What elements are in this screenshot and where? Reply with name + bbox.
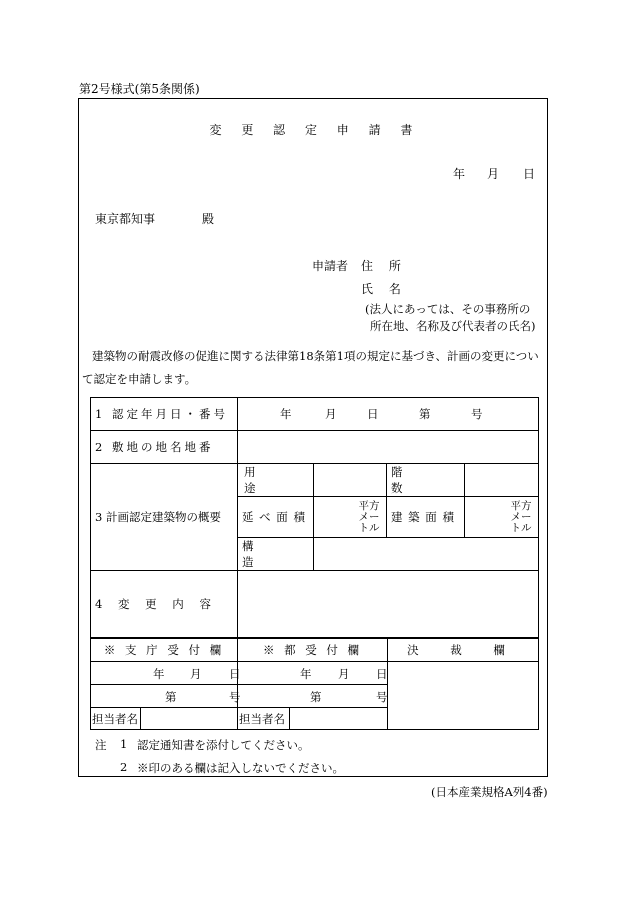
address-label: 住 所 [361, 259, 407, 273]
branch-reception-header: ※ 支 庁 受 付 欄 [91, 639, 238, 662]
row-change-details [91, 571, 539, 638]
metro-year-label: 年 [300, 667, 312, 681]
reception-table [90, 638, 539, 730]
branch-staff-label: 担当者名 [91, 708, 141, 730]
date-year-label: 年 [453, 167, 466, 181]
name-label: 氏 名 [361, 282, 407, 296]
metro-month-label: 月 [338, 667, 350, 681]
note-2-number: 2 [120, 760, 128, 774]
cert-go-label: 号 [471, 407, 483, 421]
total-area-field[interactable] [314, 497, 387, 538]
metro-reception-header: ※ 都 受 付 欄 [238, 639, 388, 662]
cert-year-label: 年 [280, 407, 292, 421]
notes-label: 注 [95, 738, 107, 752]
cert-date-number-label: 1 認定年月日・番号 [91, 398, 238, 431]
row-site-address [91, 431, 539, 464]
body-text-line1: 建築物の耐震改修の促進に関する法律第18条第1項の規定に基づき、計画の変更につい [92, 349, 539, 363]
floors-field[interactable] [465, 464, 539, 497]
cert-date-number-field[interactable] [238, 398, 539, 431]
branch-go-label: 号 [229, 690, 241, 704]
metro-number-field[interactable] [238, 685, 388, 708]
use-label-cell [238, 464, 314, 497]
metro-staff-field[interactable] [290, 708, 388, 730]
body-text-line2: て認定を申請します。 [82, 372, 197, 386]
metro-dai-label: 第 [310, 690, 322, 704]
cert-dai-label: 第 [419, 407, 431, 421]
metro-staff-label: 担当者名 [238, 708, 290, 730]
addressee-name: 東京都知事 [95, 212, 156, 226]
use-field[interactable] [314, 464, 387, 497]
applicant-note-line1: (法人にあっては、その事務所の [365, 302, 531, 316]
site-address-field[interactable] [238, 431, 539, 464]
date-month-label: 月 [487, 167, 500, 181]
branch-dai-label: 第 [165, 690, 177, 704]
applicant-label: 申請者 [312, 259, 349, 273]
site-address-label: 2 敷地の地名地番 [91, 431, 238, 464]
branch-date-field[interactable] [91, 662, 241, 685]
reception-date-row [91, 662, 539, 685]
total-area-label: 延 べ 面 積 [242, 510, 306, 524]
branch-day-label: 日 [229, 667, 241, 681]
change-details-field[interactable] [238, 571, 539, 638]
structure-label-cell [238, 538, 314, 571]
applicant-note-line2: 所在地、名称及び代表者の氏名) [370, 319, 536, 333]
building-area-unit: 平方メートル [510, 499, 532, 534]
building-overview-label: 3 計画認定建築物の概要 [91, 464, 238, 571]
note-2-text: ※印のある欄は記入しないでください。 [137, 761, 344, 775]
paper-standard: (日本産業規格A列4番) [431, 785, 548, 799]
building-area-label-cell [387, 497, 465, 538]
total-area-unit: 平方メートル [358, 499, 380, 534]
structure-field[interactable] [314, 538, 539, 571]
form-number: 第2号様式(第5条関係) [79, 82, 200, 96]
form-title: 変 更 認 定 申 請 書 [209, 123, 421, 137]
application-table [90, 397, 539, 638]
total-area-label-cell [238, 497, 314, 538]
branch-number-field[interactable] [91, 685, 241, 708]
decision-field[interactable] [388, 662, 539, 730]
addressee-honorific: 殿 [202, 212, 215, 226]
branch-staff-field[interactable] [141, 708, 238, 730]
branch-year-label: 年 [153, 667, 165, 681]
note-1-text: 認定通知書を添付してください。 [137, 738, 310, 752]
structure-label: 構 造 [242, 539, 276, 569]
decision-header: 決 裁 欄 [388, 639, 539, 662]
building-area-label: 建 築 面 積 [391, 510, 455, 524]
cert-month-label: 月 [325, 407, 337, 421]
note-1-number: 1 [120, 737, 128, 751]
date-day-label: 日 [523, 167, 536, 181]
row-cert-date-number [91, 398, 539, 431]
change-details-label: 4 変 更 内 容 [91, 571, 238, 638]
floors-label-cell [387, 464, 465, 497]
building-area-field[interactable] [465, 497, 539, 538]
floors-label: 階 数 [391, 465, 421, 495]
reception-header-row [91, 639, 539, 662]
cert-day-label: 日 [367, 407, 379, 421]
metro-date-field[interactable] [238, 662, 388, 685]
metro-day-label: 日 [376, 667, 388, 681]
metro-go-label: 号 [376, 690, 388, 704]
branch-month-label: 月 [190, 667, 202, 681]
row-building-use [91, 464, 539, 497]
use-label: 用 途 [244, 465, 278, 495]
